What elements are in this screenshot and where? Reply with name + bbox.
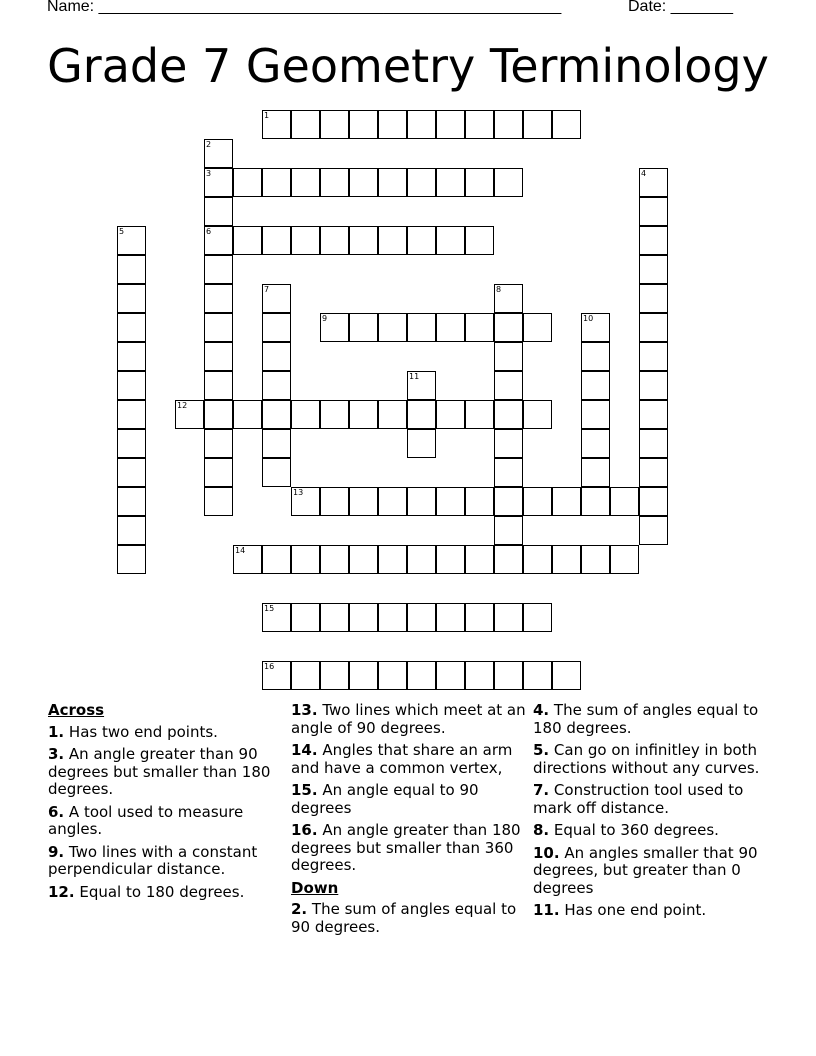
- grid-cell[interactable]: [552, 545, 581, 574]
- clue-number: 3: [206, 169, 212, 178]
- grid-cell[interactable]: [291, 661, 320, 690]
- grid-cell[interactable]: [349, 313, 378, 342]
- grid-cell[interactable]: [291, 487, 320, 516]
- grid-cell[interactable]: [233, 168, 262, 197]
- grid-cell[interactable]: [581, 400, 610, 429]
- clue-down-10: 10. An angles smaller that 90 degrees, but greater than 0 degrees: [533, 843, 758, 897]
- grid-cell[interactable]: [320, 661, 349, 690]
- grid-cell[interactable]: [117, 458, 146, 487]
- grid-cell[interactable]: [349, 168, 378, 197]
- grid-cell[interactable]: [378, 603, 407, 632]
- clue-number: 12: [177, 401, 188, 410]
- clue-across-9: 9. Two lines with a constant perpendicular distance.: [48, 842, 258, 878]
- grid-cell[interactable]: [436, 545, 465, 574]
- grid-cell[interactable]: [349, 545, 378, 574]
- grid-cell[interactable]: [291, 168, 320, 197]
- grid-cell[interactable]: [117, 313, 146, 342]
- grid-cell[interactable]: [552, 110, 581, 139]
- grid-cell[interactable]: [117, 429, 146, 458]
- grid-cell[interactable]: [204, 139, 233, 168]
- grid-cell[interactable]: [494, 487, 523, 516]
- grid-cell[interactable]: [639, 255, 668, 284]
- grid-cell[interactable]: [581, 342, 610, 371]
- clue-number: 10: [583, 314, 594, 323]
- grid-cell[interactable]: [436, 168, 465, 197]
- grid-cell[interactable]: [117, 516, 146, 545]
- grid-cell[interactable]: [494, 545, 523, 574]
- grid-cell[interactable]: [407, 661, 436, 690]
- grid-cell[interactable]: [552, 487, 581, 516]
- grid-cell[interactable]: [378, 313, 407, 342]
- grid-cell[interactable]: [291, 400, 320, 429]
- date-label: Date: _______: [628, 0, 733, 15]
- grid-cell[interactable]: [465, 226, 494, 255]
- grid-cell[interactable]: [117, 284, 146, 313]
- grid-cell[interactable]: [436, 603, 465, 632]
- grid-cell[interactable]: [523, 603, 552, 632]
- grid-cell[interactable]: [639, 487, 668, 516]
- grid-cell[interactable]: [581, 458, 610, 487]
- grid-cell[interactable]: [233, 545, 262, 574]
- clue-number: 13: [293, 488, 304, 497]
- grid-cell[interactable]: [639, 400, 668, 429]
- grid-cell[interactable]: [465, 487, 494, 516]
- grid-cell[interactable]: [262, 603, 291, 632]
- grid-cell[interactable]: [349, 603, 378, 632]
- grid-cell[interactable]: [117, 487, 146, 516]
- grid-cell[interactable]: [262, 545, 291, 574]
- grid-cell[interactable]: [523, 110, 552, 139]
- grid-cell[interactable]: [378, 168, 407, 197]
- grid-cell[interactable]: [117, 226, 146, 255]
- grid-cell[interactable]: [639, 429, 668, 458]
- clue-number: 15: [264, 604, 275, 613]
- clue-number: 2: [206, 140, 212, 149]
- grid-cell[interactable]: [378, 487, 407, 516]
- clue-number: 9: [322, 314, 328, 323]
- grid-cell[interactable]: [204, 168, 233, 197]
- grid-cell[interactable]: [494, 458, 523, 487]
- grid-cell[interactable]: [320, 400, 349, 429]
- grid-cell[interactable]: [262, 371, 291, 400]
- grid-cell[interactable]: [291, 545, 320, 574]
- grid-cell[interactable]: [349, 661, 378, 690]
- clue-across-15: 15. An angle equal to 90 degrees: [291, 781, 479, 817]
- clue-across-1: 1. Has two end points.: [48, 722, 218, 741]
- grid-cell[interactable]: [639, 284, 668, 313]
- grid-cell[interactable]: [494, 284, 523, 313]
- grid-cell[interactable]: [407, 429, 436, 458]
- clue-across-3: 3. An angle greater than 90 degrees but smaller than 180 degrees.: [48, 745, 271, 798]
- across-heading: Across: [48, 701, 105, 719]
- clue-down-2: 2. The sum of angles equal to 90 degrees.: [291, 900, 517, 936]
- grid-cell[interactable]: [639, 197, 668, 226]
- grid-cell[interactable]: [291, 603, 320, 632]
- grid-cell[interactable]: [378, 400, 407, 429]
- grid-cell[interactable]: [320, 545, 349, 574]
- grid-cell[interactable]: [262, 168, 291, 197]
- grid-cell[interactable]: [639, 226, 668, 255]
- grid-cell[interactable]: [233, 226, 262, 255]
- clue-number: 1: [264, 111, 270, 120]
- grid-cell[interactable]: [407, 487, 436, 516]
- grid-cell[interactable]: [204, 487, 233, 516]
- grid-cell[interactable]: [204, 313, 233, 342]
- grid-cell[interactable]: [494, 661, 523, 690]
- clue-across-6: 6. A tool used to measure angles.: [48, 802, 244, 838]
- grid-cell[interactable]: [436, 661, 465, 690]
- grid-cell[interactable]: [494, 168, 523, 197]
- grid-cell[interactable]: [523, 400, 552, 429]
- grid-cell[interactable]: [204, 197, 233, 226]
- grid-cell[interactable]: [639, 168, 668, 197]
- grid-cell[interactable]: [378, 545, 407, 574]
- grid-cell[interactable]: [117, 400, 146, 429]
- grid-cell[interactable]: [494, 516, 523, 545]
- grid-cell[interactable]: [378, 661, 407, 690]
- grid-cell[interactable]: [175, 400, 204, 429]
- clue-number: 5: [119, 227, 125, 236]
- grid-cell[interactable]: [291, 110, 320, 139]
- grid-cell[interactable]: [552, 661, 581, 690]
- clue-down-11: 11. Has one end point.: [533, 901, 707, 919]
- grid-cell[interactable]: [262, 226, 291, 255]
- clue-number: 14: [235, 546, 246, 555]
- grid-cell[interactable]: [291, 226, 320, 255]
- clue-number: 16: [264, 662, 275, 671]
- grid-cell[interactable]: [581, 429, 610, 458]
- grid-cell[interactable]: [523, 545, 552, 574]
- grid-cell[interactable]: [117, 255, 146, 284]
- grid-cell[interactable]: [407, 226, 436, 255]
- grid-cell[interactable]: [320, 168, 349, 197]
- clue-down-4: 4. The sum of angles equal to 180 degrees.: [533, 701, 759, 737]
- clue-down-8: 8. Equal to 360 degrees.: [533, 821, 719, 839]
- grid-cell[interactable]: [262, 400, 291, 429]
- grid-cell[interactable]: [523, 487, 552, 516]
- grid-cell[interactable]: [204, 284, 233, 313]
- grid-cell[interactable]: [436, 110, 465, 139]
- grid-cell[interactable]: [465, 110, 494, 139]
- grid-cell[interactable]: [436, 313, 465, 342]
- grid-cell[interactable]: [494, 110, 523, 139]
- grid-cell[interactable]: [204, 342, 233, 371]
- grid-cell[interactable]: [320, 487, 349, 516]
- grid-cell[interactable]: [494, 313, 523, 342]
- clues-column-3: [533, 702, 773, 925]
- grid-cell[interactable]: [465, 168, 494, 197]
- grid-cell[interactable]: [465, 400, 494, 429]
- grid-cell[interactable]: [407, 110, 436, 139]
- grid-cell[interactable]: [204, 371, 233, 400]
- grid-cell[interactable]: [494, 371, 523, 400]
- clue-across-13: 13. Two lines which meet at an angle of 90 degrees.: [291, 701, 526, 737]
- grid-cell[interactable]: [639, 313, 668, 342]
- grid-cell[interactable]: [494, 342, 523, 371]
- grid-cell[interactable]: [639, 371, 668, 400]
- grid-cell[interactable]: [117, 371, 146, 400]
- grid-cell[interactable]: [262, 110, 291, 139]
- grid-cell[interactable]: [262, 284, 291, 313]
- grid-cell[interactable]: [320, 603, 349, 632]
- grid-cell[interactable]: [581, 371, 610, 400]
- grid-cell[interactable]: [581, 487, 610, 516]
- grid-cell[interactable]: [639, 516, 668, 545]
- clue-across-16: 16. An angle greater than 180 degrees but smaller than 360 degrees.: [291, 821, 521, 874]
- grid-cell[interactable]: [378, 110, 407, 139]
- grid-cell[interactable]: [262, 342, 291, 371]
- grid-cell[interactable]: [494, 429, 523, 458]
- grid-cell[interactable]: [639, 342, 668, 371]
- grid-cell[interactable]: [233, 400, 262, 429]
- grid-cell[interactable]: [407, 603, 436, 632]
- grid-cell[interactable]: [320, 110, 349, 139]
- grid-cell[interactable]: [262, 313, 291, 342]
- grid-cell[interactable]: [349, 487, 378, 516]
- grid-cell[interactable]: [465, 603, 494, 632]
- grid-cell[interactable]: [320, 226, 349, 255]
- grid-cell[interactable]: [349, 226, 378, 255]
- clue-down-5: 5. Can go on infinitley in both directions without any curves.: [533, 741, 760, 777]
- clue-number: 8: [496, 285, 502, 294]
- grid-cell[interactable]: [494, 400, 523, 429]
- grid-cell[interactable]: [610, 545, 639, 574]
- grid-cell[interactable]: [465, 545, 494, 574]
- grid-cell[interactable]: [436, 400, 465, 429]
- clue-across-12: 12. Equal to 180 degrees.: [48, 882, 245, 901]
- grid-cell[interactable]: [407, 313, 436, 342]
- grid-cell[interactable]: [204, 400, 233, 429]
- clue-number: 6: [206, 227, 212, 236]
- grid-cell[interactable]: [204, 458, 233, 487]
- grid-cell[interactable]: [610, 487, 639, 516]
- grid-cell[interactable]: [407, 400, 436, 429]
- down-heading: Down: [291, 878, 339, 897]
- grid-cell[interactable]: [436, 487, 465, 516]
- grid-cell[interactable]: [204, 226, 233, 255]
- clue-number: 7: [264, 285, 270, 294]
- page-title: Grade 7 Geometry Terminology: [47, 39, 769, 93]
- grid-cell[interactable]: [407, 168, 436, 197]
- grid-cell[interactable]: [639, 458, 668, 487]
- grid-cell[interactable]: [523, 661, 552, 690]
- grid-cell[interactable]: [523, 313, 552, 342]
- grid-cell[interactable]: [320, 313, 349, 342]
- name-label: Name: ____________________________________________________: [47, 0, 562, 15]
- grid-cell[interactable]: [204, 429, 233, 458]
- grid-cell[interactable]: [407, 371, 436, 400]
- clues-column-2: [291, 702, 527, 941]
- grid-cell[interactable]: [581, 313, 610, 342]
- grid-cell[interactable]: [378, 226, 407, 255]
- grid-cell[interactable]: [494, 603, 523, 632]
- grid-cell[interactable]: [117, 342, 146, 371]
- grid-cell[interactable]: [262, 661, 291, 690]
- grid-cell[interactable]: [349, 400, 378, 429]
- grid-cell[interactable]: [436, 226, 465, 255]
- grid-cell[interactable]: [117, 545, 146, 574]
- grid-cell[interactable]: [465, 661, 494, 690]
- clue-number: 4: [641, 169, 647, 178]
- grid-cell[interactable]: [262, 458, 291, 487]
- grid-cell[interactable]: [262, 429, 291, 458]
- clue-across-14: 14. Angles that share an arm and have a common vertex,: [291, 741, 513, 777]
- grid-cell[interactable]: [581, 545, 610, 574]
- clue-number: 11: [409, 372, 420, 381]
- grid-cell[interactable]: [349, 110, 378, 139]
- grid-cell[interactable]: [465, 313, 494, 342]
- grid-cell[interactable]: [204, 255, 233, 284]
- clues-column-1: [48, 702, 280, 906]
- grid-cell[interactable]: [407, 545, 436, 574]
- clue-down-7: 7. Construction tool used to mark off distance.: [533, 781, 744, 817]
